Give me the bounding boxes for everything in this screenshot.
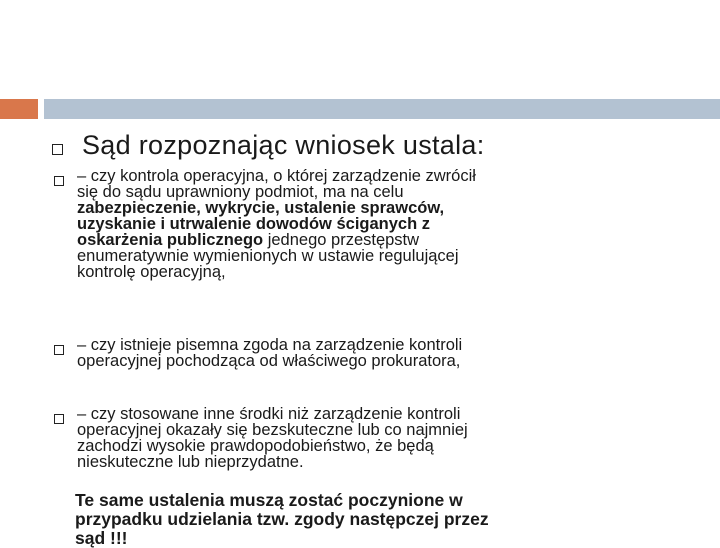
footer-line: sąd !!!: [75, 528, 128, 548]
item-line: nieskuteczne lub nieprzydatne.: [77, 453, 304, 471]
square-bullet-icon: [52, 144, 63, 155]
square-bullet-icon: [54, 176, 64, 186]
item-line-bold: uzyskanie i utrwalenie dowodów ściganych z: [77, 215, 431, 233]
list-item: [77, 168, 717, 280]
accent-bar-blue: [44, 99, 720, 119]
footer-note: [75, 491, 489, 548]
item-line: kontrolę operacyjną,: [77, 263, 226, 281]
item-line: operacyjnej pochodząca od właściwego prokuratora,: [77, 352, 461, 370]
item-line: zachodzi wysokie prawdopodobieństwo, że będą: [77, 437, 434, 455]
item-line-mixed: [77, 232, 717, 248]
item-line: – czy stosowane inne środki niż zarządzenie kontroli: [77, 405, 461, 423]
square-bullet-icon: [54, 414, 64, 424]
normal-phrase: jednego przestępstw: [263, 231, 420, 249]
accent-bar-orange: [0, 99, 38, 119]
bold-phrase: oskarżenia publicznego: [77, 231, 264, 249]
item-line: operacyjnej okazały się bezskuteczne lub co najmniej: [77, 421, 468, 439]
footer-line: Te same ustalenia muszą zostać poczynione w: [75, 490, 463, 510]
item-line: – czy istnieje pisemna zgoda na zarządzenie kontroli: [77, 336, 463, 354]
item-line: – czy kontrola operacyjna, o której zarządzenie zwrócił: [77, 167, 476, 185]
list-item: [77, 337, 717, 369]
square-bullet-icon: [54, 345, 64, 355]
list-item: [77, 406, 717, 470]
item-line: enumeratywnie wymienionych w ustawie regulującej: [77, 247, 459, 265]
item-line: się do sądu uprawniony podmiot, ma na celu: [77, 183, 404, 201]
footer-line: przypadku udzielania tzw. zgody następczej przez: [75, 509, 489, 529]
slide-heading: Sąd rozpoznając wniosek ustala:: [82, 130, 485, 160]
item-line-bold: zabezpieczenie, wykrycie, ustalenie sprawców,: [77, 199, 445, 217]
